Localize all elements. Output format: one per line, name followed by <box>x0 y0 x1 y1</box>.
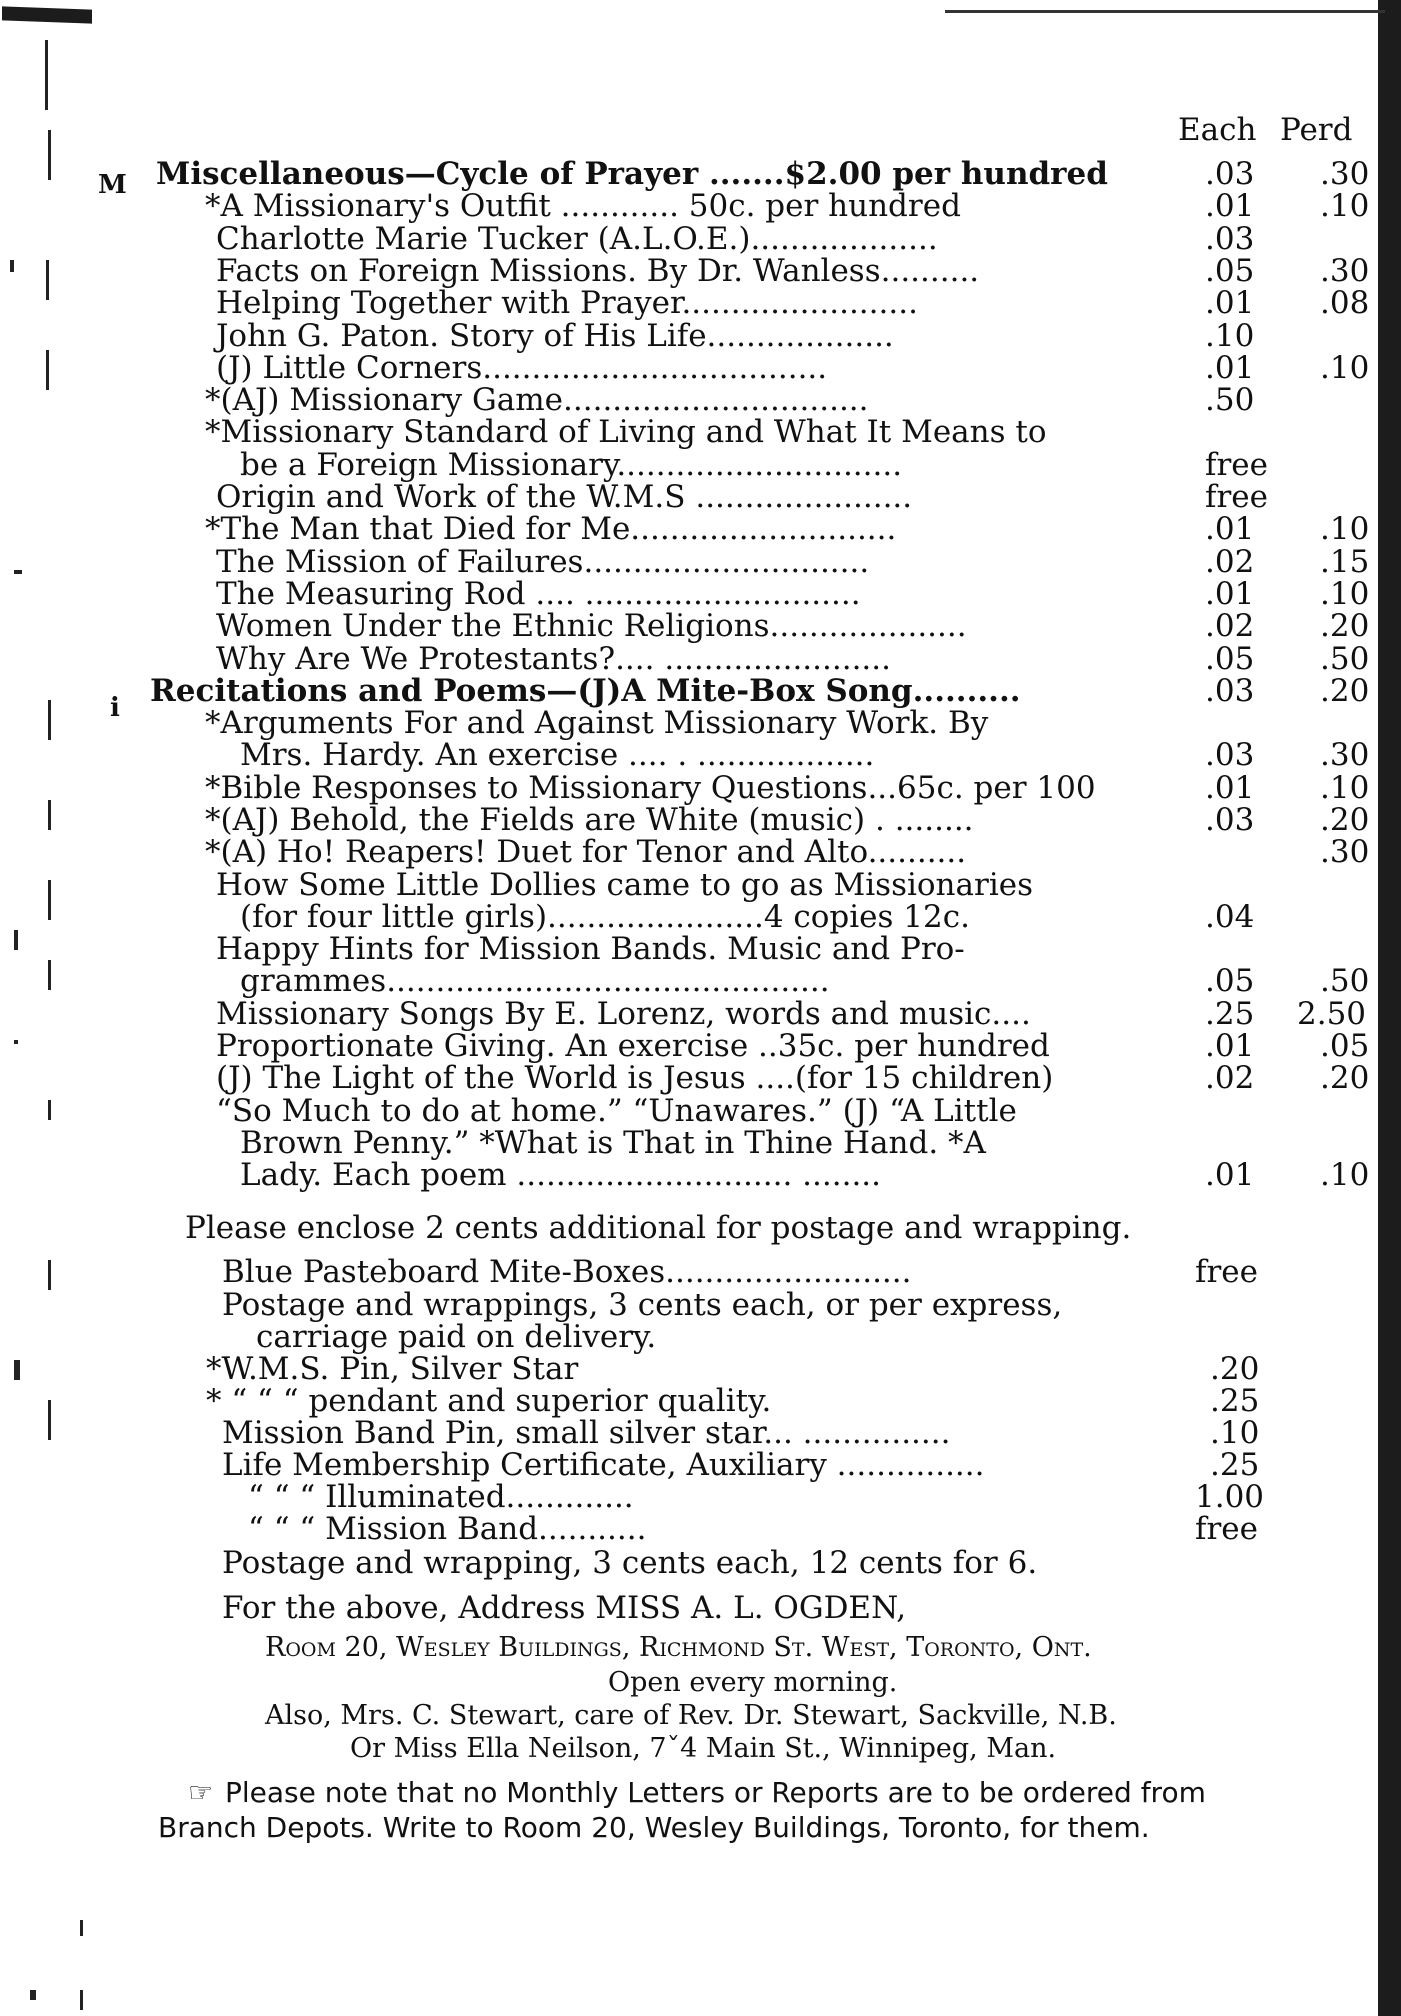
scan-speck <box>80 1990 83 2010</box>
address-line: Open every morning. <box>608 1667 898 1698</box>
entry-title: How Some Little Dollies came to go as Missionaries <box>216 867 1033 903</box>
supply-entry <box>0 1416 1401 1450</box>
price-list-entry <box>0 803 1401 837</box>
entry-price-per-doz: .20 <box>1320 802 1370 838</box>
entry-price-each: .03 <box>1205 156 1255 192</box>
entry-title: *(AJ) Missionary Game............................... <box>205 382 869 418</box>
entry-price-each: .03 <box>1205 802 1255 838</box>
price-list-entry <box>0 512 1401 546</box>
entry-title: Charlotte Marie Tucker (A.L.O.E.)................... <box>216 221 938 257</box>
entry-price-per-doz: .10 <box>1320 511 1370 547</box>
entry-title: *A Missionary's Outfit ............ 50c. per hundred <box>205 188 961 224</box>
price-list-entry <box>0 1158 1401 1192</box>
entry-title: The Mission of Failures............................. <box>216 544 870 580</box>
supply-entry <box>0 1480 1401 1514</box>
price-list-entry <box>0 415 1401 449</box>
supply-title: carriage paid on delivery. <box>256 1319 657 1355</box>
price-list-entry <box>0 383 1401 417</box>
entry-price-per-doz: .30 <box>1320 737 1370 773</box>
supply-price: .20 <box>1210 1351 1260 1387</box>
supply-price: .25 <box>1210 1383 1260 1419</box>
price-list-entry <box>0 157 1401 191</box>
supply-entry <box>0 1320 1401 1354</box>
entry-price-each: .02 <box>1205 544 1255 580</box>
entry-title: (for four little girls)......................4 copies 12c. <box>240 899 970 935</box>
supply-price: free <box>1195 1511 1258 1547</box>
entry-price-each: .01 <box>1205 350 1255 386</box>
scan-top-rule <box>945 10 1385 13</box>
price-list-entry <box>0 448 1401 482</box>
supply-price: 1.00 <box>1195 1479 1265 1515</box>
entry-title: John G. Paton. Story of His Life................... <box>216 318 894 354</box>
price-list-entry <box>0 1029 1401 1063</box>
entry-title: Happy Hints for Mission Bands. Music and Pro- <box>216 931 965 967</box>
address-line: Also, Mrs. C. Stewart, care of Rev. Dr. Stewart, Sackville, N.B. <box>265 1700 1117 1731</box>
entry-title: Proportionate Giving. An exercise ..35c. per hundred <box>216 1028 1050 1064</box>
price-list-entry <box>0 577 1401 611</box>
price-list-entry <box>0 997 1401 1031</box>
entry-title: (J) Little Corners................................... <box>216 350 828 386</box>
price-list-entry <box>0 480 1401 514</box>
price-list-entry <box>0 900 1401 934</box>
entry-price-each: free <box>1205 479 1268 515</box>
price-list-entry <box>0 222 1401 256</box>
entry-price-per-doz: .10 <box>1320 350 1370 386</box>
entry-price-each: free <box>1205 447 1268 483</box>
supply-title: * “ “ “ pendant and superior quality. <box>206 1383 772 1419</box>
address-line: Or Miss Ella Neilson, 7ˇ4 Main St., Winnipeg, Man. <box>350 1733 1057 1764</box>
entry-price-per-doz: .10 <box>1320 576 1370 612</box>
price-list-entry <box>0 545 1401 579</box>
entry-price-per-doz: .30 <box>1320 834 1370 870</box>
supply-title: “ “ “ Mission Band........... <box>248 1511 647 1547</box>
scan-speck <box>45 40 48 110</box>
price-list-entry <box>0 609 1401 643</box>
entry-title: Miscellaneous—Cycle of Prayer .......$2.00 per hundred <box>156 156 1108 192</box>
entry-price-each: .01 <box>1205 1157 1255 1193</box>
entry-title: Mrs. Hardy. An exercise .... . .................. <box>240 737 875 773</box>
scan-corner-mark <box>2 6 92 23</box>
entry-title: Recitations and Poems—(J)A Mite-Box Song.......... <box>150 673 1021 709</box>
price-list-entry <box>0 1061 1401 1095</box>
supply-entry <box>0 1512 1401 1546</box>
price-list-entry <box>0 674 1401 708</box>
footer-note: Branch Depots. Write to Room 20, Wesley Buildings, Toronto, for them. <box>158 1811 1150 1844</box>
supply-price: .10 <box>1210 1415 1260 1451</box>
entry-title: *Bible Responses to Missionary Questions...65c. per 100 <box>205 770 1096 806</box>
entry-price-each: .01 <box>1205 188 1255 224</box>
entry-title: Facts on Foreign Missions. By Dr. Wanless.......... <box>216 253 980 289</box>
price-list-entry <box>0 319 1401 353</box>
entry-title: (J) The Light of the World is Jesus ....(for 15 children) <box>216 1060 1054 1096</box>
supply-entry <box>0 1255 1401 1289</box>
supply-entry <box>0 1352 1401 1386</box>
entry-price-each: .01 <box>1205 511 1255 547</box>
supply-entry <box>0 1288 1401 1322</box>
pointing-hand-icon: ☞ <box>188 1776 214 1809</box>
price-list-entry <box>0 835 1401 869</box>
entry-price-each: .02 <box>1205 1060 1255 1096</box>
price-list-entry <box>0 189 1401 223</box>
price-list-entry <box>0 771 1401 805</box>
entry-price-each: .10 <box>1205 318 1255 354</box>
price-list-entry <box>0 642 1401 676</box>
margin-letter: M <box>98 170 127 200</box>
price-list-entry <box>0 706 1401 740</box>
margin-letter: i <box>110 693 120 723</box>
price-list-entry <box>0 868 1401 902</box>
entry-price-each: .03 <box>1205 737 1255 773</box>
price-list-entry <box>0 932 1401 966</box>
entry-title: Missionary Songs By E. Lorenz, words and music.... <box>216 996 1031 1032</box>
column-header-each: Each <box>1178 112 1257 148</box>
entry-price-each: .50 <box>1205 382 1255 418</box>
entry-price-each: .03 <box>1205 673 1255 709</box>
entry-title: *Missionary Standard of Living and What It Means to <box>205 414 1047 450</box>
supply-title: Postage and wrappings, 3 cents each, or per express, <box>222 1287 1063 1323</box>
entry-price-each: .05 <box>1205 253 1255 289</box>
scan-speck <box>30 1990 36 2000</box>
entry-price-per-doz: .05 <box>1320 1028 1370 1064</box>
scan-speck <box>80 1920 83 1936</box>
entry-title: grammes............................................. <box>240 963 830 999</box>
entry-title: Women Under the Ethnic Religions.................... <box>216 608 967 644</box>
entry-price-each: .25 <box>1205 996 1255 1032</box>
supply-entry <box>0 1448 1401 1482</box>
entry-price-per-doz: .20 <box>1320 673 1370 709</box>
entry-title: Brown Penny.” *What is That in Thine Hand. *A <box>240 1125 986 1161</box>
supply-title: Postage and wrapping, 3 cents each, 12 cents for 6. <box>222 1545 1038 1581</box>
supply-entry <box>0 1546 1401 1580</box>
entry-price-each: .01 <box>1205 770 1255 806</box>
supply-price: .25 <box>1210 1447 1260 1483</box>
entry-price-per-doz: .10 <box>1320 1157 1370 1193</box>
column-header-per-doz: Perd <box>1280 112 1353 148</box>
entry-price-per-doz: .50 <box>1320 641 1370 677</box>
entry-title: Helping Together with Prayer........................ <box>216 285 918 321</box>
entry-title: *The Man that Died for Me........................... <box>205 511 897 547</box>
entry-price-per-doz: .50 <box>1320 963 1370 999</box>
price-list-entry <box>0 1126 1401 1160</box>
price-list-entry <box>0 254 1401 288</box>
entry-title: “So Much to do at home.” “Unawares.” (J) “A Little <box>216 1093 1017 1129</box>
entry-title: Origin and Work of the W.M.S ...................... <box>216 479 913 515</box>
entry-price-each: .05 <box>1205 641 1255 677</box>
supply-title: Blue Pasteboard Mite-Boxes......................... <box>222 1254 912 1290</box>
entry-price-each: .01 <box>1205 285 1255 321</box>
price-list-entry <box>0 286 1401 320</box>
entry-price-each: .01 <box>1205 1028 1255 1064</box>
entry-price-each: .01 <box>1205 576 1255 612</box>
entry-title: *(A) Ho! Reapers! Duet for Tenor and Alto.......... <box>205 834 967 870</box>
address-line: For the above, Address MISS A. L. OGDEN, <box>222 1590 907 1626</box>
entry-title: Lady. Each poem ............................ ........ <box>240 1157 882 1193</box>
postage-note: Please enclose 2 cents additional for postage and wrapping. <box>185 1210 1132 1246</box>
entry-price-each: .05 <box>1205 963 1255 999</box>
supply-title: Life Membership Certificate, Auxiliary ............... <box>222 1447 985 1483</box>
price-list-entry <box>0 351 1401 385</box>
supply-price: free <box>1195 1254 1258 1290</box>
entry-price-per-doz: .20 <box>1320 1060 1370 1096</box>
supply-title: “ “ “ Illuminated............. <box>248 1479 634 1515</box>
supply-title: *W.M.S. Pin, Silver Star <box>206 1351 579 1387</box>
entry-price-per-doz: 2.50 <box>1297 996 1367 1032</box>
entry-title: *(AJ) Behold, the Fields are White (music) . ........ <box>205 802 974 838</box>
supply-title: Mission Band Pin, small silver star... ............... <box>222 1415 951 1451</box>
footer-note: Please note that no Monthly Letters or Reports are to be ordered from <box>225 1776 1206 1809</box>
entry-title: Why Are We Protestants?.... ....................... <box>216 641 891 677</box>
entry-price-each: .02 <box>1205 608 1255 644</box>
price-list-entry <box>0 964 1401 998</box>
entry-title: be a Foreign Missionary............................. <box>240 447 903 483</box>
entry-title: *Arguments For and Against Missionary Work. By <box>205 705 989 741</box>
entry-price-per-doz: .10 <box>1320 770 1370 806</box>
price-list-entry <box>0 738 1401 772</box>
entry-price-per-doz: .08 <box>1320 285 1370 321</box>
entry-price-per-doz: .10 <box>1320 188 1370 224</box>
entry-price-per-doz: .30 <box>1320 253 1370 289</box>
entry-title: The Measuring Rod .... ............................ <box>216 576 861 612</box>
entry-price-per-doz: .30 <box>1320 156 1370 192</box>
entry-price-per-doz: .20 <box>1320 608 1370 644</box>
price-list-entry <box>0 1094 1401 1128</box>
entry-price-each: .03 <box>1205 221 1255 257</box>
entry-price-per-doz: .15 <box>1320 544 1370 580</box>
entry-price-each: .04 <box>1205 899 1255 935</box>
address-line: Room 20, Wesley Buildings, Richmond St. West, Toronto, Ont. <box>265 1632 1092 1663</box>
supply-entry <box>0 1384 1401 1418</box>
